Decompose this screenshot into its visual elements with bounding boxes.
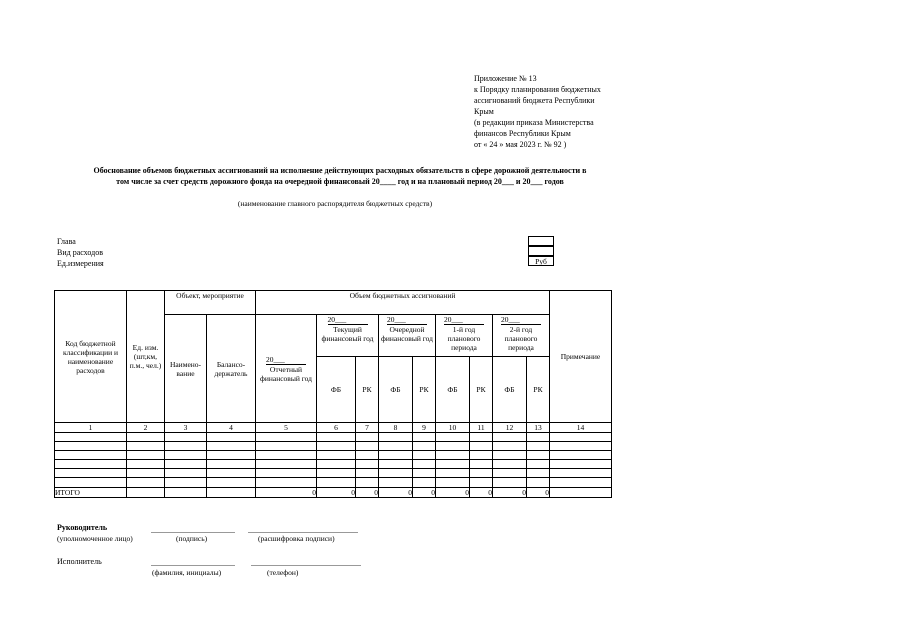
total-row [55,488,612,498]
table-cell[interactable] [493,460,527,469]
executor-label: Исполнитель [57,557,102,566]
header-fb: ФБ [436,357,470,423]
table-cell[interactable] [436,478,470,488]
appendix-line: к Порядку планирования бюджетных [474,85,601,94]
header-plan1-year [436,315,493,357]
vid-code-box[interactable] [528,246,554,256]
table-cell[interactable] [527,451,550,460]
current-year: 20___ [328,315,368,325]
table-cell[interactable] [493,451,527,460]
plan1-label: 1-й год планового периода [447,325,481,352]
plan2-year: 20___ [501,315,541,325]
table-cell[interactable] [379,469,413,478]
table-cell[interactable] [527,469,550,478]
header-volume: Объем бюджетных ассигнований [256,291,550,315]
header-object: Объект, мероприятие [165,291,256,315]
total-value: 0 [256,488,317,498]
table-cell[interactable] [550,451,612,460]
table-cell[interactable] [207,442,256,451]
header-name: Наимено-вание [165,315,207,423]
table-row [55,469,612,478]
header-current-year [317,315,379,357]
total-value: 0 [470,488,493,498]
table-cell[interactable] [165,433,207,442]
col-number: 13 [527,423,550,433]
col-number: 8 [379,423,413,433]
head-sublabel: (уполномоченное лицо) [57,534,133,543]
plan2-label: 2-й год планового периода [504,325,538,352]
table-cell[interactable] [317,442,356,451]
table-cell[interactable] [356,478,379,488]
table-cell[interactable] [127,469,165,478]
table-cell[interactable] [127,451,165,460]
appendix-line: ассигнований бюджета Республики [474,96,595,105]
header-fb: ФБ [317,357,356,423]
table-cell[interactable] [317,451,356,460]
table-cell[interactable] [127,478,165,488]
unit-label: Ед.измерения [57,259,104,268]
col-number: 7 [356,423,379,433]
table-cell[interactable] [127,433,165,442]
table-cell[interactable] [165,460,207,469]
table-cell[interactable] [493,469,527,478]
header-holder: Балансо-держатель [207,315,256,423]
head-label: Руководитель [57,523,108,532]
table-cell[interactable] [550,469,612,478]
decode-caption: (расшифровка подписи) [258,534,335,543]
fio-caption: (фамилия, инициалы) [152,568,222,577]
table-cell[interactable] [55,478,127,488]
signature-line[interactable] [151,532,235,533]
table-row [55,433,612,442]
header-fb: ФБ [493,357,527,423]
phone-caption: (телефон) [267,568,299,577]
table-cell[interactable] [413,442,436,451]
table-cell[interactable] [413,460,436,469]
table-cell[interactable] [436,451,470,460]
table-cell[interactable] [550,478,612,488]
table-cell[interactable] [165,442,207,451]
title-line-1: Обоснование объемов бюджетных ассигнований на исполнение действующих расходных обязательств в сфере дорожной деятельности в [93,166,587,175]
table-cell [207,488,256,498]
table-cell[interactable] [207,451,256,460]
table-cell[interactable] [256,460,317,469]
vid-label: Вид расходов [57,248,103,257]
col-number: 9 [413,423,436,433]
table-cell[interactable] [207,460,256,469]
table-cell[interactable] [470,442,493,451]
budget-table [54,290,612,498]
table-cell[interactable] [207,433,256,442]
total-value: 0 [413,488,436,498]
table-cell[interactable] [356,451,379,460]
table-cell[interactable] [436,442,470,451]
table-cell[interactable] [207,469,256,478]
phone-line[interactable] [251,565,361,566]
table-cell[interactable] [413,433,436,442]
glava-code-box[interactable] [528,236,554,246]
table-cell[interactable] [413,478,436,488]
table-cell[interactable] [256,469,317,478]
appendix-line: Крым [474,107,494,116]
header-rk: РК [470,357,493,423]
col-number: 2 [127,423,165,433]
table-cell[interactable] [356,433,379,442]
table-cell[interactable] [127,460,165,469]
table-cell[interactable] [165,478,207,488]
table-cell[interactable] [436,469,470,478]
appendix-line: Приложение № 13 [474,74,537,83]
table-cell[interactable] [379,460,413,469]
total-value: 0 [527,488,550,498]
table-cell[interactable] [165,469,207,478]
table-cell[interactable] [256,451,317,460]
table-row [55,451,612,460]
table-row [55,478,612,488]
table-cell[interactable] [55,460,127,469]
table-cell[interactable] [165,451,207,460]
decode-line[interactable] [248,532,358,533]
table-cell[interactable] [527,478,550,488]
header-plan2-year [493,315,550,357]
table-cell [127,488,165,498]
reporting-year: 20___ [266,355,306,365]
appendix-line: (в редакции приказа Министерства [474,118,594,127]
table-cell[interactable] [256,478,317,488]
table-cell[interactable] [55,442,127,451]
total-value: 0 [493,488,527,498]
table-cell[interactable] [317,478,356,488]
table-row [55,460,612,469]
table-cell[interactable] [493,442,527,451]
total-value: 0 [436,488,470,498]
title-line-2: том числе за счет средств дорожного фонда на очередной финансовый 20____ год и на плановый период 20___ и 20___ годов [116,177,564,186]
table-cell[interactable] [550,442,612,451]
unit-code-box: Руб [528,256,554,266]
col-number: 12 [493,423,527,433]
column-numbers-row [55,423,612,433]
total-label: ИТОГО [55,488,127,498]
table-cell[interactable] [317,433,356,442]
current-label: Текущий финансовый год [321,325,374,343]
table-cell[interactable] [527,460,550,469]
table-cell[interactable] [550,460,612,469]
col-number: 1 [55,423,127,433]
col-number: 10 [436,423,470,433]
table-cell[interactable] [356,460,379,469]
table-cell[interactable] [470,460,493,469]
table-cell[interactable] [256,433,317,442]
next-label: Очередной финансовый год [380,325,434,343]
plan1-year: 20___ [444,315,484,325]
document-title [60,165,620,187]
col-number: 4 [207,423,256,433]
table-cell [165,488,207,498]
table-cell[interactable] [379,442,413,451]
total-value: 0 [356,488,379,498]
table-cell[interactable] [493,478,527,488]
header-rk: РК [527,357,550,423]
table-cell[interactable] [436,433,470,442]
table-cell[interactable] [379,433,413,442]
header-rk: РК [413,357,436,423]
table-cell[interactable] [55,433,127,442]
appendix-line: финансов Республики Крым [474,129,571,138]
table-cell[interactable] [207,478,256,488]
table-cell[interactable] [527,442,550,451]
header-next-year [379,315,436,357]
distributor-caption: (наименование главного распорядителя бюджетных средств) [237,199,433,208]
header-code: Код бюджетной классификации и наименование расходов [55,291,127,423]
col-number: 14 [550,423,612,433]
table-cell[interactable] [436,460,470,469]
signature-caption: (подпись) [176,534,208,543]
table-cell[interactable] [550,433,612,442]
header-unit: Ед. изм. (шт,км, п.м., чел.) [127,291,165,423]
glava-label: Глава [57,237,76,246]
header-note: Примечание [550,291,612,423]
fio-line[interactable] [151,565,235,566]
appendix-line: от « 24 » мая 2023 г. № 92 ) [474,140,567,149]
table-cell[interactable] [379,478,413,488]
header-rk: РК [356,357,379,423]
table-cell[interactable] [256,442,317,451]
total-value: 0 [317,488,356,498]
col-number: 5 [256,423,317,433]
table-cell[interactable] [470,469,493,478]
table-cell[interactable] [413,451,436,460]
col-number: 6 [317,423,356,433]
appendix-note [474,73,664,150]
reporting-label: Отчетный финансовый год [259,364,313,383]
table-cell[interactable] [470,433,493,442]
total-value: 0 [379,488,413,498]
table-cell[interactable] [379,451,413,460]
table-cell [550,488,612,498]
table-cell[interactable] [527,433,550,442]
table-cell[interactable] [55,469,127,478]
header-fb: ФБ [379,357,413,423]
table-cell[interactable] [127,442,165,451]
header-reporting [256,315,317,423]
table-cell[interactable] [356,469,379,478]
table-cell[interactable] [470,478,493,488]
table-cell[interactable] [317,469,356,478]
table-cell[interactable] [317,460,356,469]
table-cell[interactable] [55,451,127,460]
table-cell[interactable] [413,469,436,478]
table-cell[interactable] [470,451,493,460]
table-cell[interactable] [356,442,379,451]
table-row [55,442,612,451]
col-number: 3 [165,423,207,433]
next-year: 20___ [387,315,427,325]
col-number: 11 [470,423,493,433]
table-cell[interactable] [493,433,527,442]
